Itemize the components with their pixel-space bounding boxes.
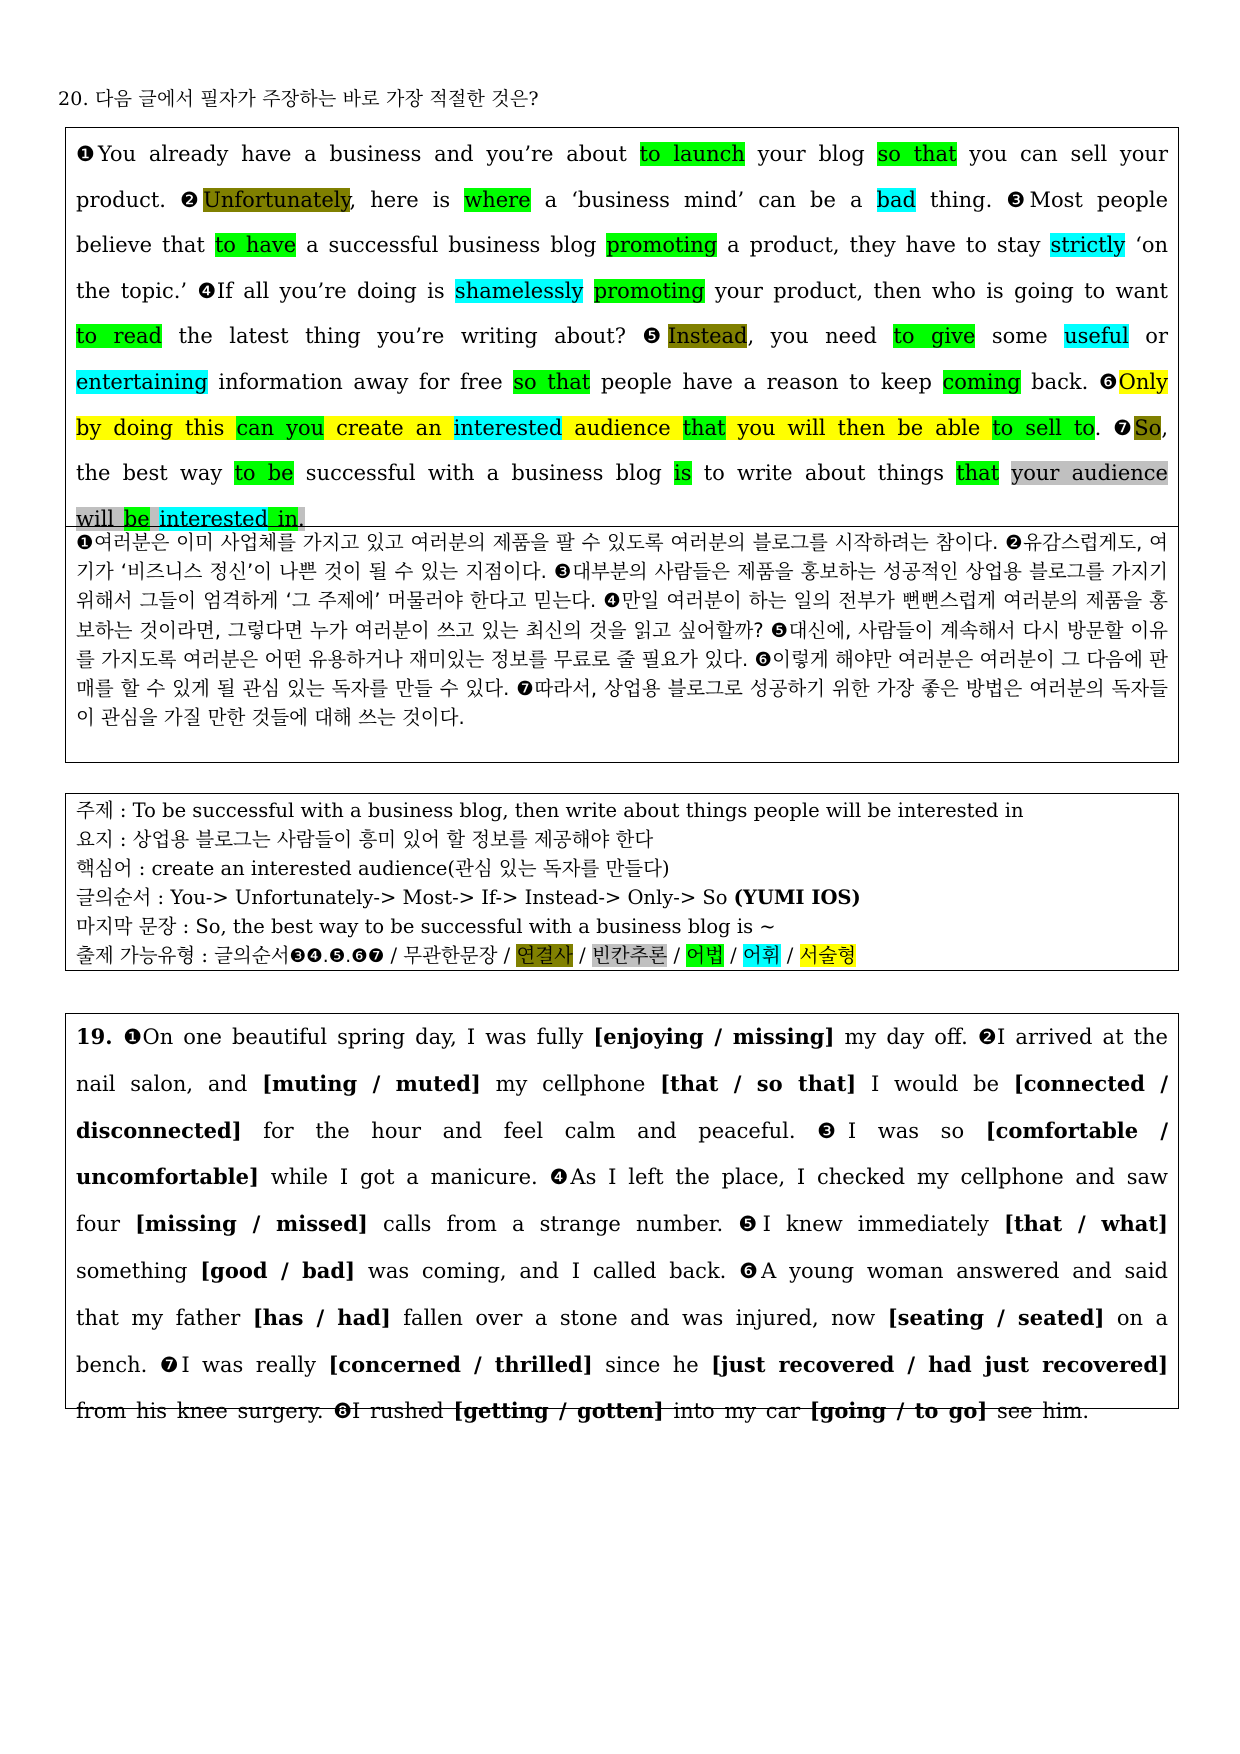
highlight-yellow: you will then be able: [725, 415, 993, 440]
summary-keyword: 핵심어 : create an interested audience(관심 있는 독자를 만들다): [76, 857, 670, 880]
passage-text: to write about things: [691, 461, 957, 486]
choice-bracket: [that / so that]: [660, 1070, 857, 1096]
choice-bracket: [going / to go]: [809, 1398, 988, 1424]
highlight-yellow: audience: [562, 415, 683, 440]
passage-text: a product, they have to stay: [717, 233, 1051, 258]
passage-text: calls from a strange number. ❺I knew immediately: [367, 1212, 1005, 1237]
choice-bracket: [has / had]: [252, 1304, 391, 1330]
highlight-cyan: entertaining: [76, 369, 208, 394]
passage-text: ❶On one beautiful spring day, I was fully: [123, 1025, 594, 1049]
choice-bracket: [muting / muted]: [262, 1070, 481, 1096]
highlight-green: to be: [234, 461, 294, 486]
highlight-cyan: useful: [1064, 324, 1129, 349]
highlight-cyan: bad: [876, 187, 916, 212]
highlight-green: to give: [893, 324, 976, 349]
passage-text: thing. ❸Most people believe that: [76, 187, 1168, 258]
separator: /: [384, 944, 404, 967]
highlight-olive: Instead: [668, 324, 748, 349]
passage-text: , you need: [747, 324, 894, 349]
passage-text: my day off. ❷I arrived at the nail salon, and: [76, 1025, 1168, 1096]
passage-text: [999, 461, 1011, 485]
highlight-cyan: interested: [159, 506, 269, 531]
question-20-passage: [65, 127, 1179, 531]
highlight-green: so that: [513, 369, 591, 394]
question-type-2: 연결사: [516, 944, 573, 967]
passage-text: your blog: [744, 142, 878, 166]
question-type-4: 어법: [686, 944, 724, 967]
passage-text: into my car: [663, 1399, 810, 1424]
passage-text: . ❼: [1094, 415, 1135, 440]
highlight-gray: your audience will: [76, 461, 1168, 531]
question-type-1: 무관한문장: [403, 944, 498, 967]
passage-text: successful with a business blog: [293, 461, 675, 486]
choice-bracket: [missing / missed]: [135, 1211, 368, 1237]
highlight-green: to launch: [639, 142, 745, 166]
passage-text: from his knee surgery. ❽I rushed: [76, 1399, 454, 1424]
question-type-3: 빈칸추론: [591, 944, 668, 967]
order-tag: (YUMI IOS): [733, 886, 861, 909]
separator: /: [667, 944, 687, 967]
highlight-gray: .: [297, 506, 305, 531]
highlight-cyan: strictly: [1050, 233, 1126, 258]
highlight-green: in: [268, 506, 298, 531]
summary-gist: 요지 : 상업용 블로그는 사람들이 흥미 있어 할 정보를 제공해야 한다: [76, 828, 654, 851]
question-20-title: 20. 다음 글에서 필자가 주장하는 바로 가장 적절한 것은?: [58, 88, 539, 110]
passage-text: I would be: [856, 1071, 1014, 1096]
separator: /: [723, 944, 743, 967]
highlight-green: coming: [942, 369, 1021, 394]
passage-text: your product, then who is going to want: [704, 278, 1168, 303]
highlight-green: promoting: [606, 233, 718, 258]
question-19-passage: [65, 1013, 1179, 1424]
highlight-green: where: [464, 187, 531, 212]
highlight-green: to sell to: [992, 415, 1095, 440]
passage-text: was coming, and I called back. ❻A young woman answered and said that my father: [76, 1258, 1168, 1330]
question-type-5: 어휘: [742, 944, 781, 967]
passage-text: see him.: [987, 1399, 1090, 1424]
choice-bracket: [good / bad]: [200, 1257, 356, 1283]
question-20-translation: ❶여러분은 이미 사업체를 가지고 있고 여러분의 제품을 팔 수 있도록 여러분의 블로그를 시작하려는 참이다. ❷유감스럽게도, 여기가 ‘비즈니스 정신’이 나쁜 것이 될 수 있는 지점이다. ❸대부분의 사람들은 제품을 홍보하는 성공적인 상업용 블로그를 가지기 위해서 그들이 엄격하게 ‘그 주제에’ 머물러야 한다고 믿는다. ❹만일 여러분이 하는 일의 전부가 뻔뻔스럽게 여러분의 제품을 홍보하는 것이라면, 그렇다면 누가 여러분이 쓰고 있는 최신의 것을 읽고 싶어할까? ❺대신에, 사람들이 계속해서 다시 방문할 이유를 가지도록 여러분은 어떤 유용하거나 재미있는 정보를 무료로 줄 필요가 있다. ❻이렇게 해야만 여러분은 여러분이 그 다음에 판매를 할 수 있게 될 관심 있는 독자를 만들 수 있다. ❼따라서, 상업용 블로그로 성공하기 위한 가장 좋은 방법은 여러분의 독자들이 관심을 가질 만한 것들에 대해 쓰는 것이다.: [65, 526, 1179, 763]
sentence-numbers: ❸❹.❺.❻❼: [289, 946, 385, 967]
passage-text: ❶You already have a business and you’re about: [76, 142, 640, 166]
choice-bracket: [just recovered / had just recovered]: [711, 1351, 1169, 1377]
highlight-green: to have: [214, 233, 297, 258]
passage-text: for the hour and feel calm and peaceful. ❸I was so: [241, 1118, 986, 1143]
separator: /: [497, 944, 517, 967]
highlight-green: that: [956, 461, 1000, 486]
passage-text: fallen over a stone and was injured, now: [390, 1305, 888, 1330]
choice-bracket: [comfortable / uncomfortable]: [76, 1117, 1168, 1190]
passage-text: , here is: [349, 187, 465, 212]
passage-text: people have a reason to keep: [590, 369, 943, 394]
highlight-green: can you: [236, 415, 325, 440]
passage-text: a ‘business mind’ can be a: [530, 187, 877, 212]
separator: /: [572, 944, 592, 967]
passage-text: while I got a manicure. ❹As I left the place, I checked my cellphone and saw four: [76, 1165, 1168, 1237]
highlight-green: to read: [76, 324, 162, 349]
choice-bracket: [concerned / thrilled]: [328, 1351, 593, 1377]
summary-question-types: 출제 가능유형 : 글의순서❸❹.❺.❻❼ / 무관한문장 / 연결사 / 빈칸추론 / 어법 / 어휘 / 서술형: [76, 944, 857, 967]
choice-bracket: [seating / seated]: [887, 1304, 1105, 1330]
passage-text: [583, 279, 593, 303]
choice-bracket: 19.: [76, 1024, 124, 1049]
passage-text: information away for free: [207, 369, 514, 394]
highlight-olive: Unfortunately: [203, 187, 350, 212]
highlight-green: promoting: [593, 278, 705, 303]
highlight-green: that: [682, 415, 726, 440]
summary-box: [65, 793, 1179, 971]
choice-bracket: [that / what]: [1004, 1211, 1168, 1237]
choice-bracket: [getting / gotten]: [453, 1398, 664, 1424]
question-type-6: 서술형: [799, 944, 857, 967]
summary-last-sentence: 마지막 문장 : So, the best way to be successful with a business blog is ~: [76, 915, 776, 938]
highlight-green: is: [674, 461, 692, 486]
choice-bracket: [enjoying / missing]: [593, 1024, 835, 1049]
passage-text: ‘on the topic.’ ❹If all you’re doing is: [76, 233, 1168, 303]
passage-text: a successful business blog: [296, 233, 607, 258]
passage-text: the latest thing you’re writing about? ❺: [161, 324, 669, 349]
highlight-cyan: shamelessly: [454, 278, 584, 303]
passage-text: since he: [592, 1352, 712, 1377]
highlight-olive: So: [1134, 415, 1162, 440]
passage-text: on a bench. ❼I was really: [76, 1305, 1169, 1377]
highlight-cyan: interested: [453, 415, 563, 440]
passage-text: something: [76, 1258, 201, 1283]
highlight-yellow: create an: [324, 415, 454, 440]
summary-topic: 주제 : To be successful with a business blog, then write about things people will be interested in: [76, 799, 1024, 822]
passage-text: , the best way: [76, 415, 1168, 486]
passage-text: some: [975, 324, 1065, 349]
passage-text: you can sell your product. ❷: [76, 142, 1168, 212]
highlight-green: so that: [877, 142, 957, 166]
passage-text: or: [1128, 324, 1168, 349]
passage-text: my cellphone: [480, 1071, 661, 1096]
passage-text: back. ❻: [1020, 369, 1119, 394]
question-type-list: [384, 944, 856, 967]
highlight-yellow: Only by doing this: [76, 369, 1168, 440]
summary-order: 글의순서 : You-> Unfortunately-> Most-> If-> Instead-> Only-> So (YUMI IOS): [76, 886, 861, 909]
choice-bracket: [connected / disconnected]: [76, 1070, 1169, 1143]
separator: /: [780, 944, 800, 967]
highlight-green: be: [123, 506, 150, 531]
